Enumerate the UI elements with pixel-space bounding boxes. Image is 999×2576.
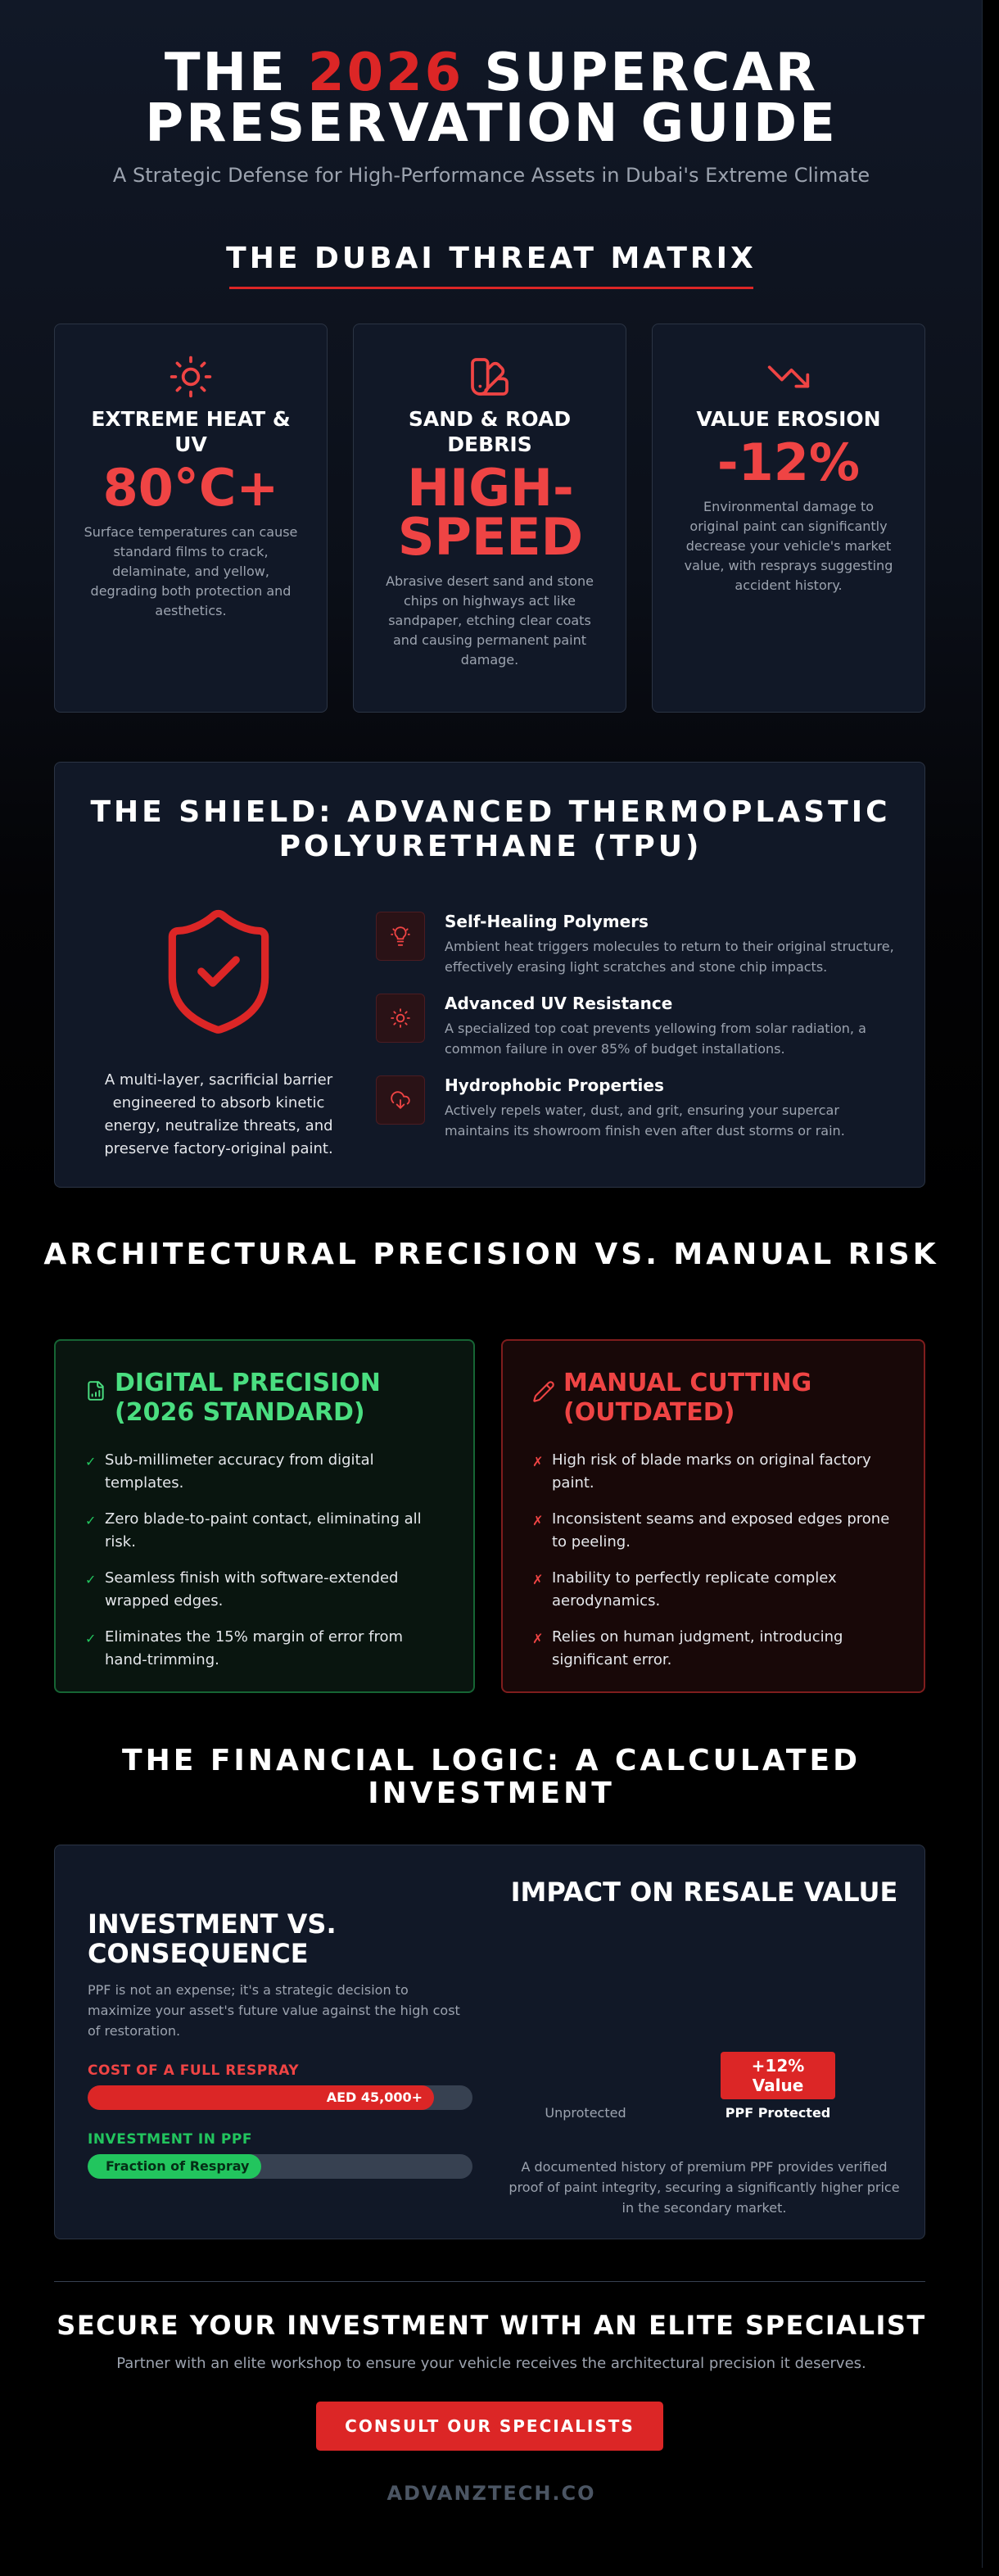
feature-description: Ambient heat triggers molecules to return to their original structure, effectively erasing light scratches and stone chip impacts. bbox=[445, 939, 894, 975]
shield-caption: A multi-layer, sacrificial barrier engineered to absorb kinetic energy, neutralize threats, and preserve factory-original paint. bbox=[104, 1071, 333, 1157]
comparison-title: ARCHITECTURAL PRECISION VS. MANUAL RISK bbox=[43, 1238, 939, 1271]
resale-note: A documented history of premium PPF provides verified proof of paint integrity, securing a significantly higher price in the secondary market. bbox=[509, 2159, 900, 2216]
unprotected-label: Unprotected bbox=[545, 2105, 626, 2121]
manual-cutting-list bbox=[532, 1449, 894, 1672]
ppf-label: INVESTMENT IN PPF bbox=[88, 2131, 252, 2148]
threat-card-stat: HIGH-SPEED bbox=[397, 458, 584, 567]
digital-precision-card bbox=[54, 1339, 475, 1693]
feature-description: Actively repels water, dust, and grit, ensuring your supercar maintains its showroom finish even after dust storms or rain. bbox=[445, 1102, 845, 1139]
financial-section bbox=[54, 1845, 925, 2239]
protected-label: PPF Protected bbox=[725, 2105, 831, 2121]
file-chart-icon bbox=[85, 1380, 106, 1405]
protected-column bbox=[721, 2052, 835, 2099]
resale-panel bbox=[504, 1877, 905, 2218]
consult-button[interactable]: CONSULT OUR SPECIALISTS bbox=[316, 2402, 663, 2451]
resale-chart bbox=[504, 1908, 905, 2153]
feature-name: Hydrophobic Properties bbox=[445, 1075, 664, 1095]
list-item bbox=[85, 1508, 444, 1554]
list-item bbox=[85, 1449, 444, 1495]
threat-card-title: VALUE EROSION bbox=[696, 407, 881, 431]
hero-title bbox=[0, 43, 983, 154]
feature-description: A specialized top coat prevents yellowing from solar radiation, a common failure in over 85% of budget installations. bbox=[445, 1021, 866, 1057]
list-item-text: Seamless finish with software-extended wrapped edges. bbox=[105, 1569, 399, 1609]
sun-icon bbox=[79, 352, 302, 401]
list-item-text: Inability to perfectly replicate complex aerodynamics. bbox=[552, 1569, 837, 1609]
cloud-rain-icon bbox=[376, 1075, 425, 1125]
manual-cutting-card bbox=[501, 1339, 925, 1693]
threat-card-debris bbox=[353, 324, 626, 713]
list-item bbox=[85, 1626, 444, 1672]
cross-icon: ✗ bbox=[532, 1513, 544, 1528]
threat-card-value bbox=[652, 324, 925, 713]
cta-title: SECURE YOUR INVESTMENT WITH AN ELITE SPECIALIST bbox=[57, 2310, 926, 2341]
check-icon: ✓ bbox=[85, 1513, 97, 1528]
respray-label: COST OF A FULL RESPRAY bbox=[88, 2062, 300, 2079]
shield-check-icon bbox=[96, 902, 341, 1044]
digital-precision-title: DIGITAL PRECISION (2026 STANDARD) bbox=[115, 1369, 381, 1427]
investment-title: INVESTMENT VS. CONSEQUENCE bbox=[88, 1908, 337, 1969]
threat-matrix-underline bbox=[229, 287, 753, 289]
list-item bbox=[532, 1508, 894, 1554]
ppf-bar-fill: Fraction of Respray bbox=[88, 2154, 261, 2179]
trending-down-icon bbox=[677, 352, 900, 401]
list-item-text: High risk of blade marks on original factory paint. bbox=[552, 1451, 871, 1492]
hero-subtitle: A Strategic Defense for High-Performance Assets in Dubai's Extreme Climate bbox=[112, 164, 870, 187]
investment-panel bbox=[88, 1909, 472, 2179]
hero-title-line2: PRESERVATION GUIDE bbox=[145, 93, 838, 154]
list-item-text: Relies on human judgment, introducing significant error. bbox=[552, 1628, 843, 1668]
threat-card-stat: 80°C+ bbox=[102, 458, 279, 518]
check-icon: ✓ bbox=[85, 1572, 97, 1587]
cross-icon: ✗ bbox=[532, 1572, 544, 1587]
threat-card-stat: -12% bbox=[716, 432, 861, 492]
lightbulb-icon bbox=[376, 912, 425, 961]
shield-summary bbox=[96, 902, 341, 1161]
list-item bbox=[532, 1626, 894, 1672]
value-badge: +12% Value bbox=[721, 2052, 835, 2099]
resale-title: IMPACT ON RESALE VALUE bbox=[510, 1877, 898, 1908]
digital-precision-list bbox=[85, 1449, 444, 1672]
check-icon: ✓ bbox=[85, 1631, 97, 1646]
check-icon: ✓ bbox=[85, 1454, 97, 1469]
cross-icon: ✗ bbox=[532, 1631, 544, 1646]
threat-card-title: EXTREME HEAT & UV bbox=[91, 407, 291, 456]
threat-card-description: Abrasive desert sand and stone chips on highways act like sandpaper, etching clear coats and causing permanent paint damage. bbox=[386, 573, 594, 668]
ppf-bar bbox=[88, 2154, 472, 2179]
cross-icon: ✗ bbox=[532, 1454, 544, 1469]
threat-matrix-title: THE DUBAI THREAT MATRIX bbox=[226, 242, 757, 275]
pencil-icon bbox=[532, 1380, 555, 1406]
threat-card-title: SAND & ROAD DEBRIS bbox=[408, 407, 572, 456]
feature-name: Advanced UV Resistance bbox=[445, 994, 673, 1013]
shield-title: THE SHIELD: ADVANCED THERMOPLASTIC POLYURETHANE (TPU) bbox=[90, 795, 891, 863]
financial-title: THE FINANCIAL LOGIC: A CALCULATED INVESTMENT bbox=[122, 1744, 861, 1810]
feature-name: Self-Healing Polymers bbox=[445, 912, 649, 931]
list-item-text: Zero blade-to-paint contact, eliminating all risk. bbox=[105, 1510, 422, 1551]
sun-icon bbox=[376, 994, 425, 1043]
list-item-text: Eliminates the 15% margin of error from hand-trimming. bbox=[105, 1628, 404, 1668]
threat-card-description: Surface temperatures can cause standard films to crack, delaminate, and yellow, degrading both protection and aesthetics. bbox=[84, 524, 298, 618]
cta-subtitle: Partner with an elite workshop to ensure your vehicle receives the architectural precision it deserves. bbox=[116, 2355, 866, 2372]
hero-title-year: 2026 bbox=[308, 43, 464, 103]
shield-section bbox=[54, 762, 925, 1188]
divider bbox=[54, 2281, 925, 2282]
investment-description: PPF is not an expense; it's a strategic decision to maximize your asset's future value against the high cost of restoration. bbox=[88, 1982, 460, 2039]
respray-bar bbox=[88, 2085, 472, 2110]
list-item-text: Sub-millimeter accuracy from digital templates. bbox=[105, 1451, 374, 1492]
list-item bbox=[532, 1449, 894, 1495]
threat-card-heat bbox=[54, 324, 328, 713]
manual-cutting-title: MANUAL CUTTING (OUTDATED) bbox=[563, 1369, 812, 1427]
respray-bar-fill: AED 45,000+ bbox=[88, 2085, 434, 2110]
swatch-book-icon bbox=[378, 352, 601, 401]
list-item-text: Inconsistent seams and exposed edges prone to peeling. bbox=[552, 1510, 890, 1551]
threat-card-description: Environmental damage to original paint can significantly decrease your vehicle's market value, with resprays suggesting accident history. bbox=[684, 499, 893, 593]
list-item bbox=[85, 1567, 444, 1613]
hero-title-prefix: THE bbox=[164, 43, 309, 103]
footer-brand: ADVANZTECH.CO bbox=[386, 2482, 596, 2505]
list-item bbox=[532, 1567, 894, 1613]
hero-title-suffix: SUPERCAR bbox=[463, 43, 819, 103]
